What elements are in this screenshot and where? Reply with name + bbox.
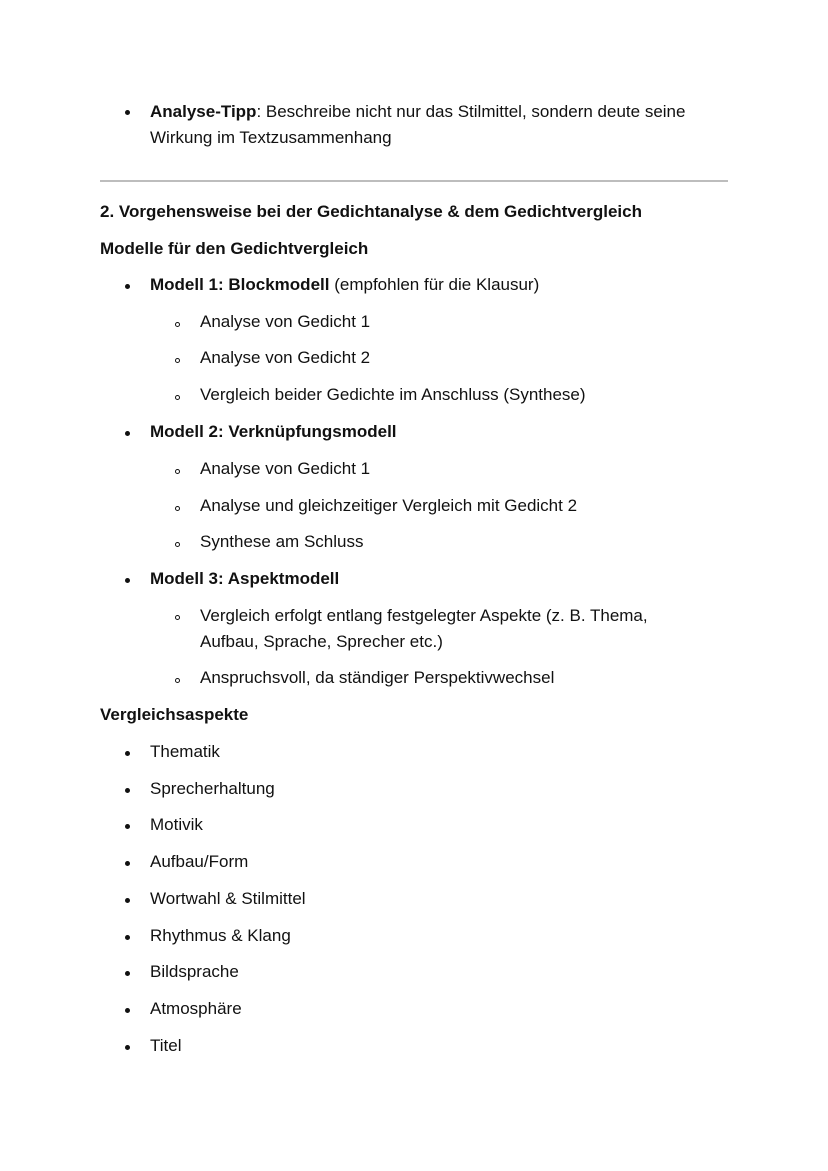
- bullet-icon: [125, 971, 130, 976]
- model-2-step: Synthese am Schluss: [200, 532, 364, 551]
- aspect-item: Aufbau/Form: [150, 852, 249, 871]
- analysis-tip-text-continued: Wirkung im Textzusammenhang: [150, 128, 392, 147]
- circle-bullet-icon: [175, 358, 180, 363]
- aspect-item: Motivik: [150, 815, 203, 834]
- bullet-icon: [125, 824, 130, 829]
- aspect-item: Wortwahl & Stilmittel: [150, 889, 306, 908]
- circle-bullet-icon: [175, 678, 180, 683]
- bullet-icon: [125, 284, 130, 289]
- bullet-icon: [125, 578, 130, 583]
- horizontal-divider: [100, 180, 728, 182]
- model-1-step: Vergleich beider Gedichte im Anschluss (Synthese): [200, 385, 586, 404]
- bullet-icon: [125, 110, 130, 115]
- bullet-icon: [125, 1045, 130, 1050]
- model-3-title: Modell 3: Aspektmodell: [150, 569, 340, 588]
- aspect-item: Titel: [150, 1036, 182, 1055]
- circle-bullet-icon: [175, 469, 180, 474]
- model-2-step: Analyse von Gedicht 1: [200, 459, 371, 478]
- bullet-icon: [125, 935, 130, 940]
- model-1-step: Analyse von Gedicht 2: [200, 348, 371, 367]
- aspect-item: Rhythmus & Klang: [150, 926, 291, 945]
- bullet-icon: [125, 898, 130, 903]
- circle-bullet-icon: [175, 615, 180, 620]
- analysis-tip-label: Analyse-Tipp: [150, 102, 257, 121]
- models-heading: Modelle für den Gedichtvergleich: [100, 239, 369, 258]
- aspect-item: Sprecherhaltung: [150, 779, 275, 798]
- model-2-step: Analyse und gleichzeitiger Vergleich mit Gedicht 2: [200, 496, 578, 515]
- model-2-title: Modell 2: Verknüpfungsmodell: [150, 422, 397, 441]
- aspect-item: Bildsprache: [150, 962, 239, 981]
- bullet-icon: [125, 861, 130, 866]
- circle-bullet-icon: [175, 506, 180, 511]
- bullet-icon: [125, 788, 130, 793]
- model-3-step: Anspruchsvoll, da ständiger Perspektivwechsel: [200, 668, 555, 687]
- analysis-tip: [150, 101, 685, 123]
- bullet-icon: [125, 1008, 130, 1013]
- aspect-item: Atmosphäre: [150, 999, 242, 1018]
- circle-bullet-icon: [175, 542, 180, 547]
- circle-bullet-icon: [175, 322, 180, 327]
- bullet-icon: [125, 751, 130, 756]
- model-1-step: Analyse von Gedicht 1: [200, 312, 371, 331]
- aspects-heading: Vergleichsaspekte: [100, 705, 249, 724]
- aspect-item: Thematik: [150, 742, 220, 761]
- circle-bullet-icon: [175, 395, 180, 400]
- model-3-step-continued: Aufbau, Sprache, Sprecher etc.): [200, 632, 443, 651]
- bullet-icon: [125, 431, 130, 436]
- section-heading: 2. Vorgehensweise bei der Gedichtanalyse & dem Gedichtvergleich: [100, 202, 642, 221]
- model-1-title: Modell 1: Blockmodell (empfohlen für die Klausur): [150, 275, 540, 294]
- model-3-step: Vergleich erfolgt entlang festgelegter Aspekte (z. B. Thema,: [200, 606, 648, 625]
- analysis-tip-text: : Beschreibe nicht nur das Stilmittel, sondern deute seine: [256, 102, 686, 121]
